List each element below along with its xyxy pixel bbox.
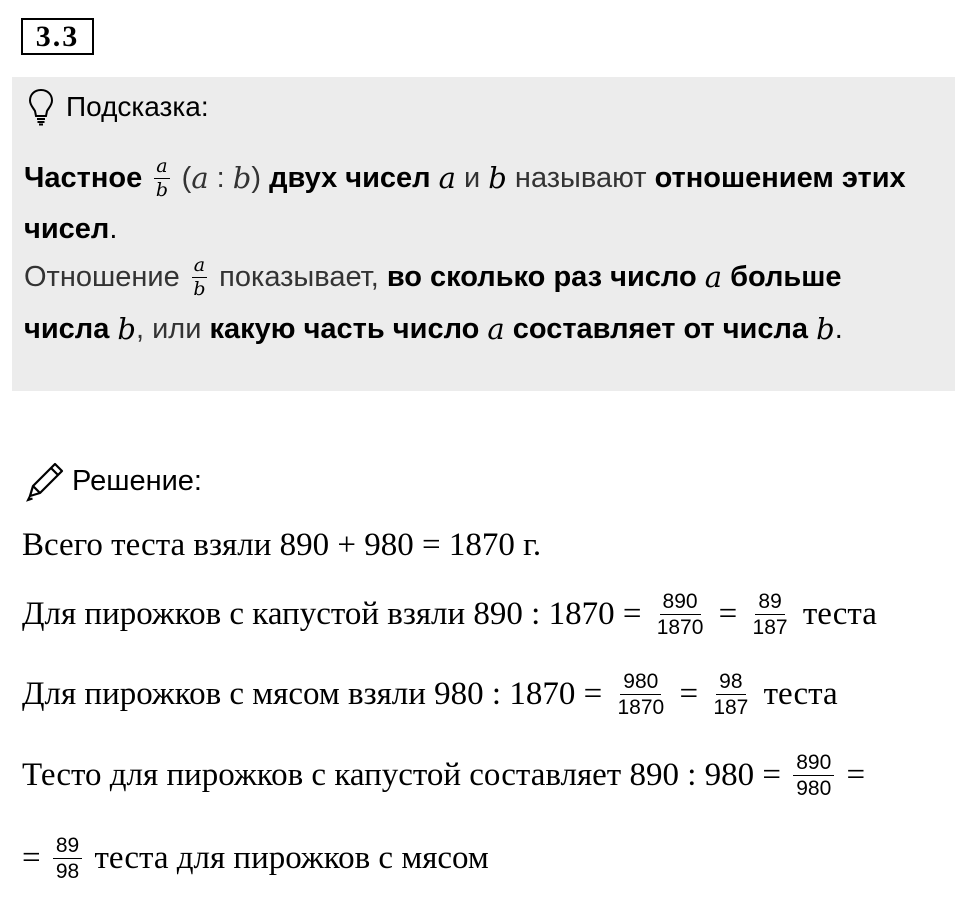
solution-title: Решение:	[72, 464, 202, 497]
fraction-denominator: 98	[55, 859, 80, 883]
solution-line-5	[22, 828, 489, 888]
solution-text: Тесто для пирожков с капустой составляет 890 : 980 =	[22, 756, 790, 793]
hint-text: , или	[135, 312, 210, 345]
fraction	[614, 671, 667, 718]
solution-text: теста	[794, 595, 877, 632]
fraction-denominator: b	[155, 178, 169, 201]
fraction-denominator: 1870	[617, 695, 665, 719]
hint-text: составляет от числа	[504, 312, 817, 345]
hint-text: называют	[506, 161, 655, 194]
hint-text: во сколько раз число	[386, 260, 705, 293]
solution-text: Всего теста взяли 890 + 980 = 1870 г.	[22, 526, 542, 563]
hint-text: Отношение	[24, 260, 188, 293]
fraction-denominator: 980	[796, 776, 832, 800]
fraction-a-over-b	[154, 154, 169, 201]
solution-line-2	[22, 584, 877, 644]
hint-text: числа	[24, 312, 118, 345]
hint-text: отношением этих	[654, 161, 906, 194]
hint-header	[28, 85, 209, 129]
fraction-a-over-b	[192, 253, 207, 300]
fraction	[53, 835, 82, 882]
hint-text: )	[251, 161, 270, 194]
solution-text: =	[22, 839, 49, 876]
fraction-numerator: 890	[793, 752, 834, 776]
hint-text: :	[208, 161, 233, 194]
fraction-numerator: a	[156, 154, 168, 177]
var-a: a	[487, 312, 505, 346]
var-b: b	[488, 161, 507, 195]
hint-text: (	[173, 161, 192, 194]
fraction	[654, 591, 707, 638]
hint-text: .	[834, 312, 843, 345]
fraction-denominator: b	[193, 277, 206, 300]
fraction	[750, 591, 791, 638]
hint-line-3	[24, 252, 842, 302]
hint-line-1	[24, 153, 906, 203]
fraction-denominator: 187	[752, 615, 788, 639]
solution-text: Для пирожков с капустой взяли 890 : 1870 =	[22, 595, 650, 632]
solution-text: Для пирожков с мясом взяли 980 : 1870 =	[22, 675, 611, 712]
task-number: 3.3	[21, 18, 94, 55]
hint-text: чисел	[24, 212, 110, 245]
var-b: b	[816, 312, 835, 346]
hint-text: .	[109, 212, 118, 245]
fraction	[710, 671, 751, 718]
hint-line-2	[24, 204, 117, 254]
equals-sign: =	[710, 595, 746, 632]
hint-title: Подсказка:	[66, 91, 209, 122]
fraction-numerator: 89	[755, 591, 784, 615]
solution-line-3	[22, 664, 838, 724]
hint-text: и	[455, 161, 489, 194]
fraction-numerator: 890	[660, 591, 701, 615]
solution-text: теста для пирожков с мясом	[86, 839, 489, 876]
var-b: b	[232, 161, 252, 195]
solution-header	[24, 458, 202, 504]
hint-text: какую часть число	[209, 312, 488, 345]
var-a: a	[438, 161, 456, 195]
pencil-icon	[24, 460, 66, 502]
hint-text: двух чисел	[269, 161, 439, 194]
fraction-denominator: 1870	[656, 615, 704, 639]
equals-sign: =	[671, 675, 707, 712]
var-b: b	[117, 312, 136, 346]
lightbulb-icon	[28, 88, 54, 126]
hint-text: больше	[722, 260, 842, 293]
fraction-denominator: 187	[713, 695, 749, 719]
hint-box	[12, 77, 955, 391]
fraction-numerator: 980	[620, 671, 661, 695]
var-a: a	[704, 260, 723, 294]
solution-text: =	[838, 756, 866, 793]
solution-text: теста	[755, 675, 838, 712]
solution-line-4	[22, 745, 865, 805]
fraction-numerator: 89	[53, 835, 82, 859]
var-a: a	[191, 161, 209, 195]
hint-line-4	[24, 304, 843, 354]
fraction-numerator: 98	[716, 671, 745, 695]
hint-text: показывает,	[211, 260, 387, 293]
solution-line-1	[22, 515, 541, 575]
hint-text: Частное	[24, 161, 151, 194]
fraction-numerator: a	[193, 253, 206, 276]
fraction	[793, 752, 834, 799]
